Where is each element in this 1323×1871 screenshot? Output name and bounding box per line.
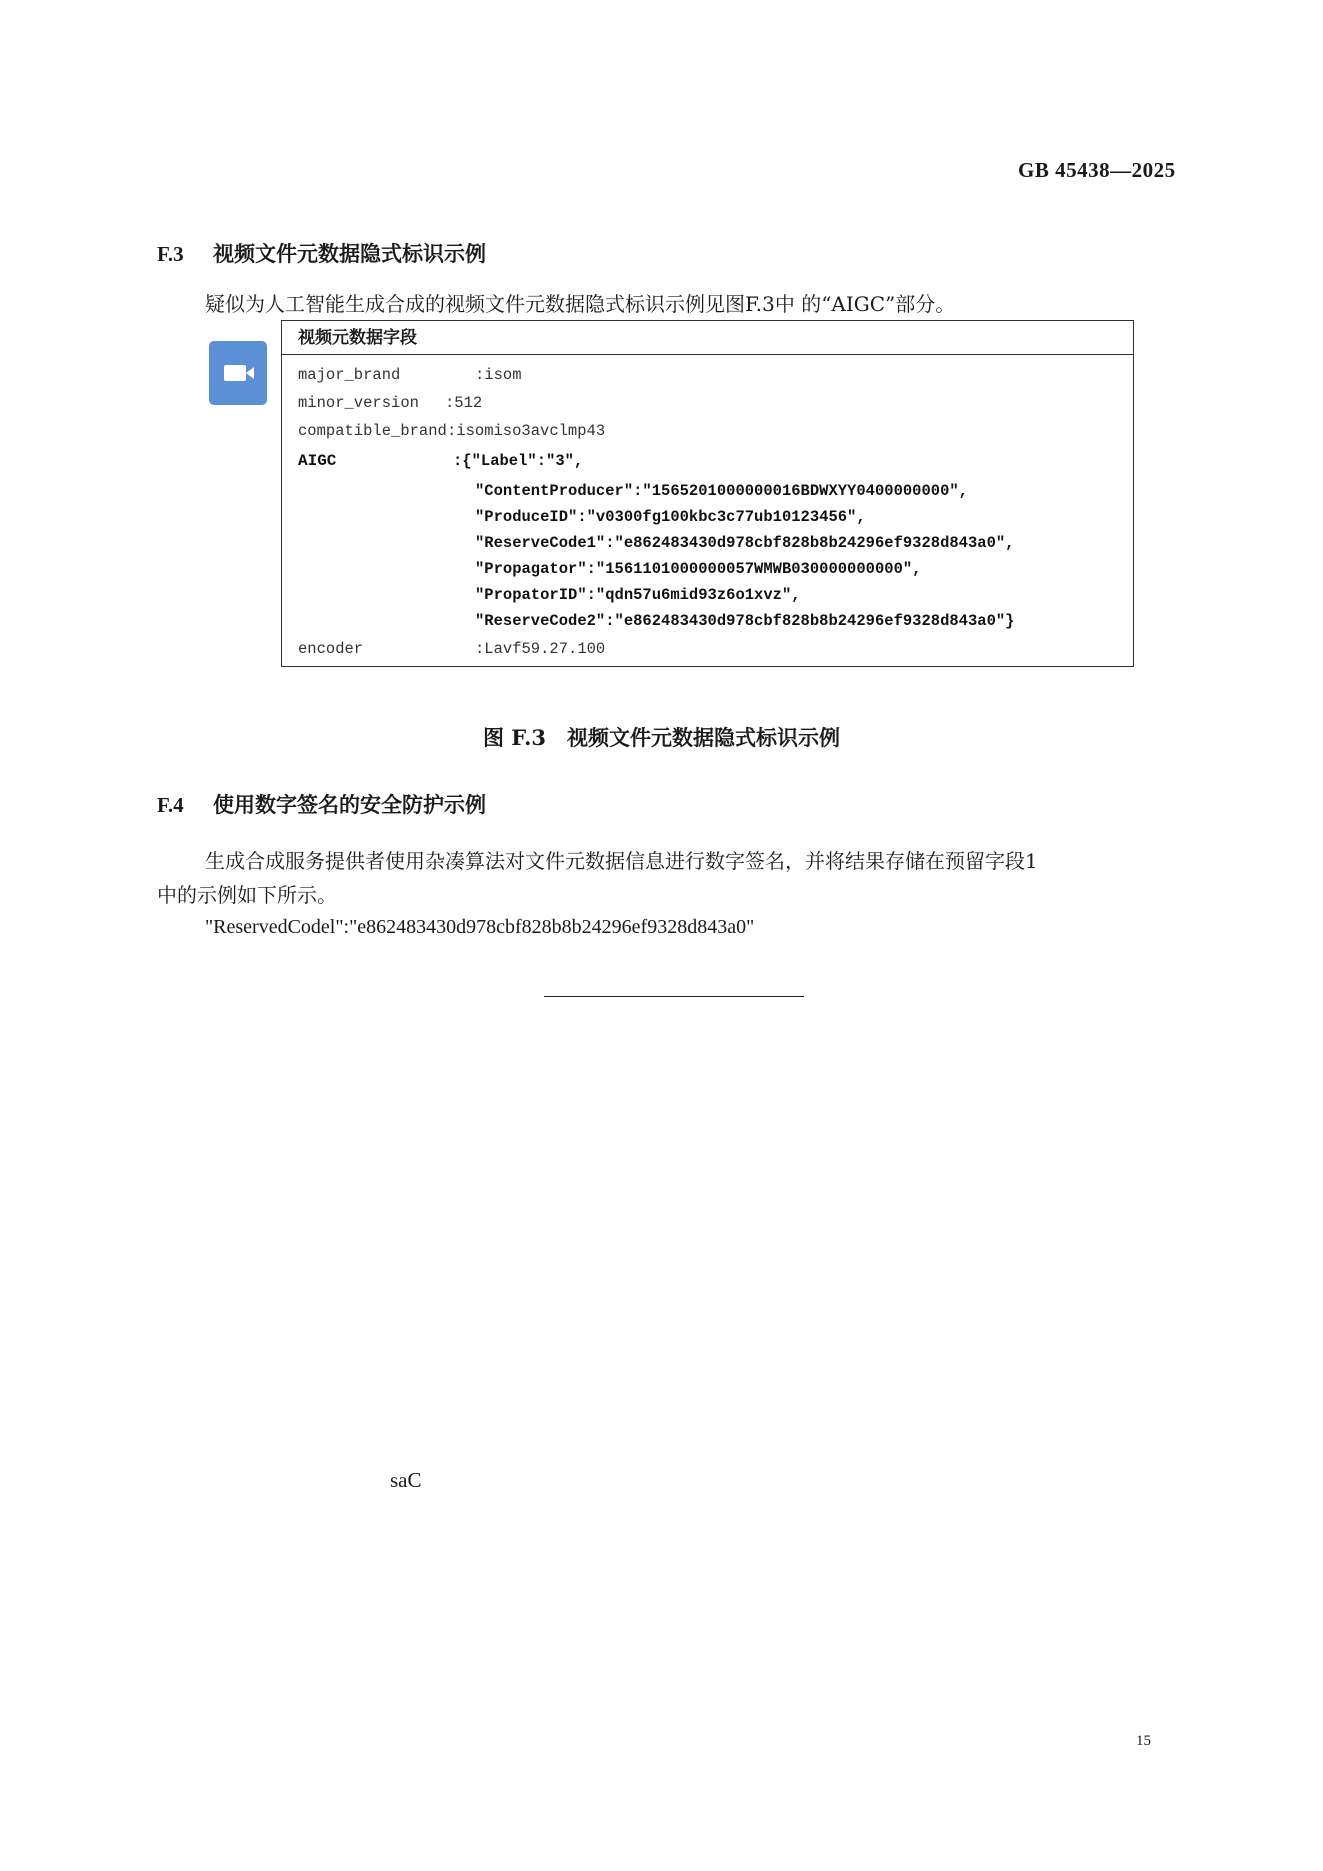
field-key-major-brand: major_brand — [298, 366, 401, 384]
field-value-major-brand: :isom — [475, 366, 522, 384]
section-f4-number: F.4 — [157, 793, 184, 817]
aigc-key: AIGC — [298, 452, 337, 470]
aigc-line: "Propagator":"1561101000000057WMWB030000000000", — [475, 560, 922, 578]
field-value-encoder: :Lavf59.27.100 — [475, 640, 606, 658]
metadata-box-title: 视频元数据字段 — [282, 321, 1133, 355]
camera-body-icon — [224, 365, 246, 381]
video-file-icon — [209, 341, 267, 405]
field-value-minor-version: :512 — [445, 394, 483, 412]
aigc-line: "ProduceID":"v0300fg100kbc3c77ub10123456", — [475, 508, 866, 526]
field-key-compatible-brand: compatible_brand — [298, 422, 447, 440]
stray-text: saC — [390, 1468, 422, 1492]
section-f4-title: 使用数字签名的安全防护示例 — [213, 792, 486, 817]
metadata-box — [281, 320, 1134, 667]
end-rule — [544, 996, 804, 997]
section-f4-paragraph-line1: 生成合成服务提供者使用杂凑算法对文件元数据信息进行数字签名，并将结果存储在预留字段1 — [205, 849, 1038, 873]
section-f3-heading — [157, 238, 486, 268]
section-f4-heading — [157, 789, 486, 819]
reserved-code-line: "ReservedCodel":"e862483430d978cbf828b8b24296ef9328d843a0" — [205, 916, 755, 938]
field-key-minor-version: minor_version — [298, 394, 419, 412]
figure-caption: 图 F.3 视频文件元数据隐式标识示例 — [482, 725, 841, 750]
aigc-line: :{"Label":"3″, — [453, 452, 584, 470]
aigc-line: "PropatorID":"qdn57u6mid93z6o1xvz", — [475, 586, 801, 604]
standard-code: GB 45438—2025 — [1018, 158, 1176, 182]
section-f3-number: F.3 — [157, 242, 184, 266]
aigc-line: "ContentProducer":"1565201000000016BDWXYY0400000000", — [475, 482, 968, 500]
aigc-line: "ReserveCode1":"e862483430d978cbf828b8b24296ef9328d843a0", — [475, 534, 1015, 552]
section-f3-title: 视频文件元数据隐式标识示例 — [213, 241, 486, 266]
camera-lens-icon — [246, 367, 254, 379]
page-number: 15 — [1136, 1733, 1151, 1749]
section-f4-paragraph-line2: 中的示例如下所示。 — [157, 883, 337, 907]
field-value-compatible-brand: :isomiso3avclmp43 — [447, 422, 606, 440]
section-f3-intro: 疑似为人工智能生成合成的视频文件元数据隐式标识示例见图F.3中 的“AIGC”部分。 — [205, 292, 956, 316]
field-key-encoder: encoder — [298, 640, 364, 658]
aigc-line: "ReserveCode2":"e862483430d978cbf828b8b24296ef9328d843a0"} — [475, 612, 1015, 630]
